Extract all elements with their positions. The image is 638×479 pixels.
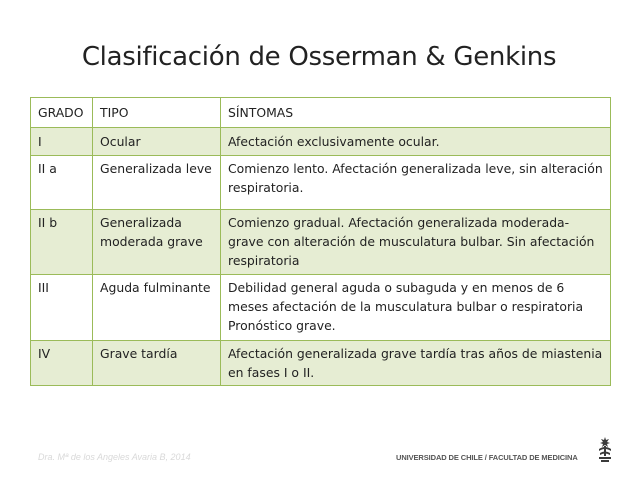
cell-tipo: Generalizada leve [93, 156, 221, 210]
classification-table-container [30, 97, 610, 386]
cell-grado: III [31, 274, 93, 340]
cell-tipo: Grave tardía [93, 340, 221, 385]
university-crest-icon [595, 436, 615, 464]
cell-sintomas: Comienzo gradual. Afectación generalizada moderada-grave con alteración de musculatura bulbar. Sin afectación respiratoria [221, 210, 611, 275]
header-tipo: TIPO [93, 98, 221, 128]
cell-sintomas: Afectación generalizada grave tardía tras años de miastenia en fases I o II. [221, 340, 611, 385]
footer-author: Dra. Mª de los Angeles Avaria B, 2014 [38, 452, 191, 462]
cell-grado: II b [31, 210, 93, 275]
cell-sintomas: Debilidad general aguda o subaguda y en menos de 6 meses afectación de la musculatura bulbar o respiratoria Pronóstico grave. [221, 274, 611, 340]
table-header-row [31, 98, 611, 128]
cell-grado: IV [31, 340, 93, 385]
cell-grado: II a [31, 156, 93, 210]
header-sintomas: SÍNTOMAS [221, 98, 611, 128]
cell-tipo: Ocular [93, 128, 221, 156]
cell-grado: I [31, 128, 93, 156]
table-row [31, 128, 611, 156]
slide-title: Clasificación de Osserman & Genkins [81, 42, 557, 72]
header-grado: GRADO [31, 98, 93, 128]
cell-tipo: Aguda fulminante [93, 274, 221, 340]
table-row [31, 340, 611, 385]
table-row [31, 156, 611, 210]
table-row [31, 210, 611, 275]
table-row [31, 274, 611, 340]
classification-table [30, 97, 611, 386]
cell-sintomas: Comienzo lento. Afectación generalizada leve, sin alteración respiratoria. [221, 156, 611, 210]
cell-tipo: Generalizada moderada grave [93, 210, 221, 275]
cell-sintomas: Afectación exclusivamente ocular. [221, 128, 611, 156]
footer-institution: UNIVERSIDAD DE CHILE / FACULTAD DE MEDICINA [396, 453, 578, 462]
